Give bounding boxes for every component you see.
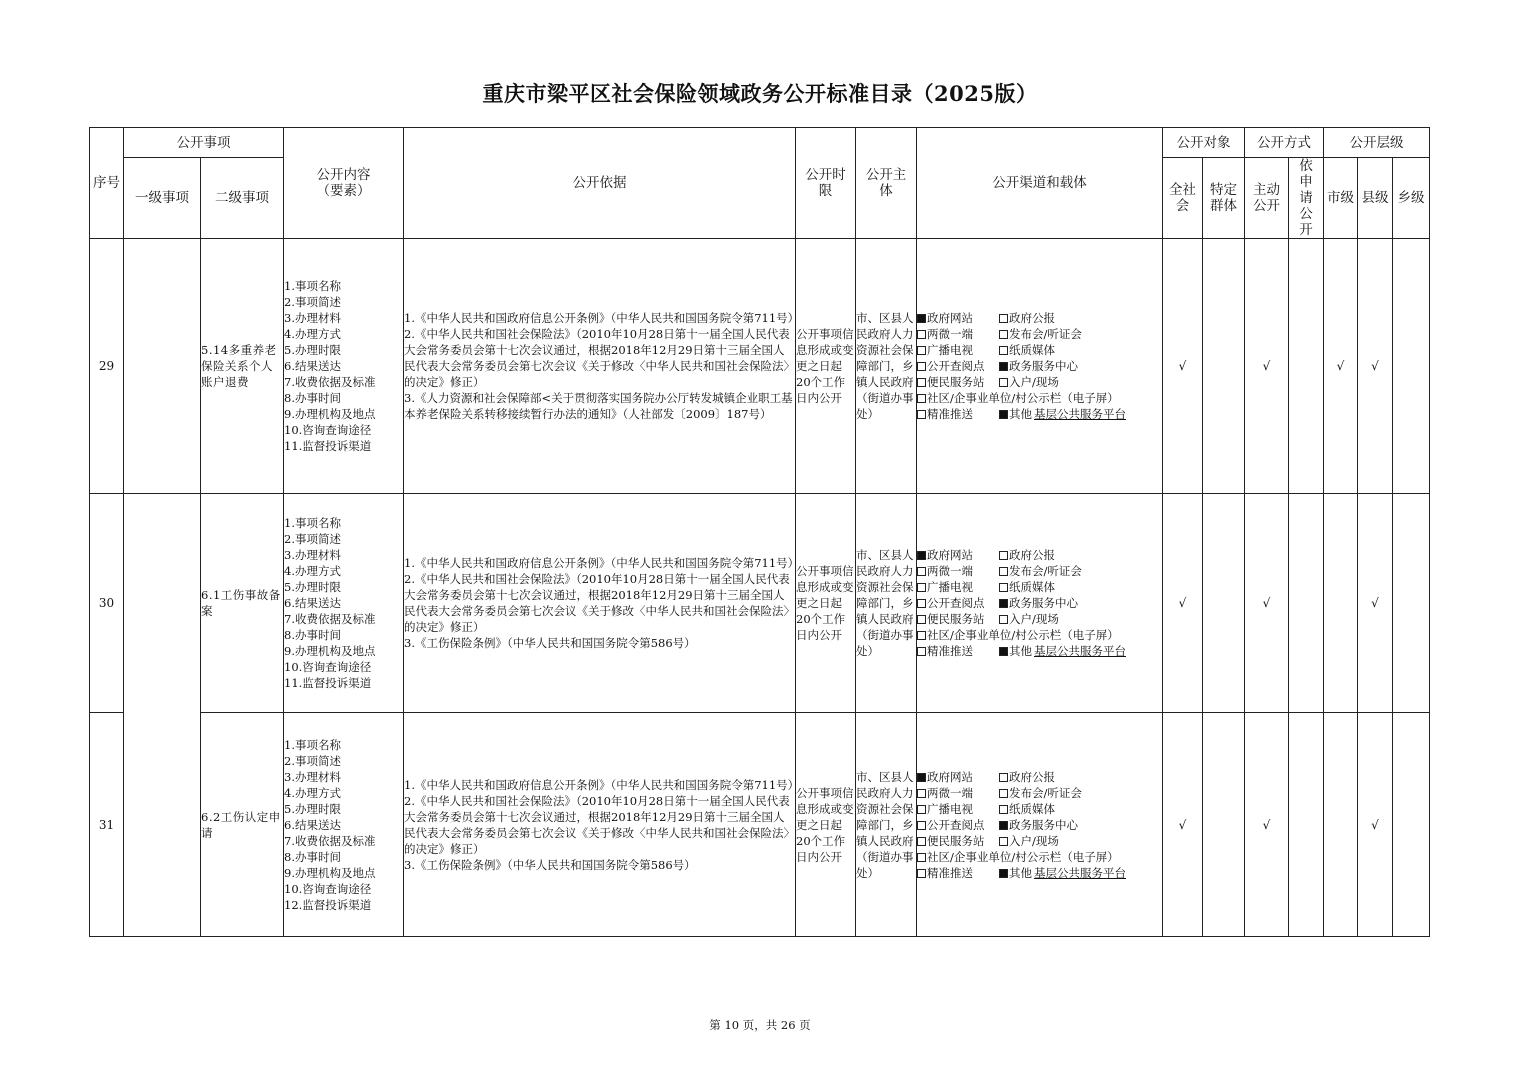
unchecked-box-icon xyxy=(917,615,926,624)
channel-option xyxy=(917,769,999,785)
channel-label: 精准推送 xyxy=(927,644,973,658)
channel-option xyxy=(999,643,1126,659)
content-item: 2.事项简述 xyxy=(284,753,341,768)
content-item: 8.办事时间 xyxy=(284,391,341,405)
channel-option xyxy=(917,390,1119,406)
row-basis xyxy=(404,239,800,494)
channel-label: 广播电视 xyxy=(927,801,973,816)
unchecked-box-icon xyxy=(917,378,926,387)
header-channel: 公开渠道和载体 xyxy=(917,128,1163,239)
channel-option xyxy=(999,801,1055,817)
unchecked-box-icon xyxy=(917,853,926,862)
channel-line xyxy=(917,865,1162,881)
channel-label: 纸质媒体 xyxy=(1009,580,1055,594)
content-item: 9.办理机构及地点 xyxy=(284,407,376,421)
unchecked-box-icon xyxy=(917,647,926,656)
checked-box-icon xyxy=(999,599,1008,608)
row-level2: 5.14多重养老保险关系个人账户退费 xyxy=(201,239,284,494)
basis-item: 1.《中华人民共和国政府信息公开条例》（中华人民共和国国务院令第711号） xyxy=(404,777,800,792)
checked-box-icon xyxy=(999,821,1008,830)
content-item: 8.办事时间 xyxy=(284,628,341,642)
basis-item: 2.《中华人民共和国社会保险法》（2010年10月28日第十一届全国人民代表大会常务委员会第十七次会议通过，根据2018年12月29日第十三届全国人民代表大会常务委员会第七次会议《关于修改〈中华人民共和国社会保险法〉的决定》修正） xyxy=(404,327,795,389)
content-item: 5.办理时限 xyxy=(284,580,341,594)
row-target-specific-mark xyxy=(1203,713,1245,937)
basis-item: 3.《工伤保险条例》（中华人民共和国国务院令第586号） xyxy=(404,636,696,650)
channel-option xyxy=(999,310,1055,326)
row-subject: 市、区县人民政府人力资源社会保障部门，乡镇人民政府（街道办事处） xyxy=(856,713,917,937)
header-target: 公开对象 xyxy=(1163,128,1245,158)
channel-extra: 基层公共服务平台 xyxy=(1034,644,1126,658)
row-level1 xyxy=(124,713,201,937)
channel-line xyxy=(917,563,1162,579)
channel-label: 便民服务站 xyxy=(927,833,985,848)
unchecked-box-icon xyxy=(917,837,926,846)
channel-option xyxy=(917,849,1119,865)
row-level-city-mark xyxy=(1324,713,1358,937)
content-item: 11.监督投诉渠道 xyxy=(284,676,372,690)
catalog-table xyxy=(89,127,1430,937)
channel-label: 两微一端 xyxy=(927,327,973,341)
channel-option xyxy=(917,563,999,579)
channel-line xyxy=(917,390,1162,406)
channel-line xyxy=(917,769,1162,785)
unchecked-box-icon xyxy=(999,314,1008,323)
unchecked-box-icon xyxy=(917,410,926,419)
channel-label: 政府网站 xyxy=(927,769,973,784)
content-item: 9.办理机构及地点 xyxy=(284,644,376,658)
channel-label: 纸质媒体 xyxy=(1009,801,1055,816)
channel-label: 便民服务站 xyxy=(927,375,985,389)
content-item: 7.收费依据及标准 xyxy=(284,612,376,626)
channel-line xyxy=(917,817,1162,833)
channel-line xyxy=(917,627,1162,643)
channel-line xyxy=(917,579,1162,595)
channel-label: 社区/企事业单位/村公示栏（电子屏） xyxy=(927,849,1119,864)
row-level2: 6.1工伤事故备案 xyxy=(201,494,284,713)
unchecked-box-icon xyxy=(917,346,926,355)
header-method-apply: 依申请公开 xyxy=(1289,158,1324,239)
row-level2: 6.2工伤认定申请 xyxy=(201,713,284,937)
row-basis xyxy=(404,713,800,937)
row-channels xyxy=(917,494,1163,713)
content-item: 4.办理方式 xyxy=(284,564,341,578)
channel-label: 政府网站 xyxy=(927,548,973,562)
unchecked-box-icon xyxy=(917,362,926,371)
channel-label: 精准推送 xyxy=(927,865,973,880)
unchecked-box-icon xyxy=(917,394,926,403)
unchecked-box-icon xyxy=(999,551,1008,560)
channel-option xyxy=(917,358,999,374)
channel-line xyxy=(917,310,1162,326)
header-level: 公开层级 xyxy=(1324,128,1430,158)
checked-box-icon xyxy=(917,551,926,560)
row-time-limit: 公开事项信息形成或变更之日起20个工作日内公开 xyxy=(796,713,856,937)
channel-line xyxy=(917,342,1162,358)
row-channels xyxy=(917,239,1163,494)
channel-option xyxy=(999,595,1078,611)
header-basis: 公开依据 xyxy=(404,128,796,239)
content-item: 3.办理材料 xyxy=(284,548,341,562)
table-row xyxy=(90,713,1430,937)
channel-line xyxy=(917,406,1162,422)
row-level1 xyxy=(124,494,201,713)
row-level1 xyxy=(124,239,201,494)
basis-item: 1.《中华人民共和国政府信息公开条例》（中华人民共和国国务院令第711号） xyxy=(404,556,800,570)
channel-line xyxy=(917,595,1162,611)
content-item: 1.事项名称 xyxy=(284,279,341,293)
channel-option xyxy=(917,643,999,659)
channel-label: 两微一端 xyxy=(927,785,973,800)
channel-option xyxy=(999,769,1055,785)
content-item: 10.咨询查询途径 xyxy=(284,881,372,896)
channel-option xyxy=(999,374,1059,390)
header-content: 公开内容（要素） xyxy=(284,128,404,239)
unchecked-box-icon xyxy=(999,789,1008,798)
unchecked-box-icon xyxy=(999,773,1008,782)
channel-option xyxy=(999,406,1126,422)
row-level-county-mark: √ xyxy=(1358,713,1393,937)
channel-label: 政务服务中心 xyxy=(1009,817,1078,832)
header-target-all: 全社会 xyxy=(1163,158,1203,239)
channel-option xyxy=(917,833,999,849)
channel-label: 政务服务中心 xyxy=(1009,596,1078,610)
channel-label: 政务服务中心 xyxy=(1009,359,1078,373)
unchecked-box-icon xyxy=(917,789,926,798)
checked-box-icon xyxy=(917,314,926,323)
content-item: 12.监督投诉渠道 xyxy=(284,897,372,912)
channel-label: 其他 xyxy=(1009,407,1032,421)
unchecked-box-icon xyxy=(999,346,1008,355)
row-target-all-mark: √ xyxy=(1163,239,1203,494)
content-item: 3.办理材料 xyxy=(284,311,341,325)
header-target-specific: 特定群体 xyxy=(1203,158,1245,239)
basis-item: 2.《中华人民共和国社会保险法》（2010年10月28日第十一届全国人民代表大会常务委员会第十七次会议通过，根据2018年12月29日第十三届全国人民代表大会常务委员会第七次会议《关于修改〈中华人民共和国社会保险法〉的决定》修正） xyxy=(404,572,795,634)
channel-line xyxy=(917,849,1162,865)
content-item: 5.办理时限 xyxy=(284,801,341,816)
row-method-active-mark: √ xyxy=(1245,239,1289,494)
page-title: 重庆市梁平区社会保险领域政务公开标准目录（2025版） xyxy=(482,81,1038,106)
checked-box-icon xyxy=(999,869,1008,878)
row-seq: 31 xyxy=(90,713,124,937)
channel-label: 政府公报 xyxy=(1009,311,1055,325)
row-subject: 市、区县人民政府人力资源社会保障部门，乡镇人民政府（街道办事处） xyxy=(856,239,917,494)
channel-option xyxy=(917,865,999,881)
row-basis xyxy=(404,494,800,713)
header-level2: 二级事项 xyxy=(201,158,284,239)
row-method-apply-mark xyxy=(1289,713,1324,937)
channel-label: 政府公报 xyxy=(1009,769,1055,784)
checked-box-icon xyxy=(999,647,1008,656)
content-item: 6.结果送达 xyxy=(284,596,341,610)
content-item: 9.办理机构及地点 xyxy=(284,865,376,880)
content-item: 7.收费依据及标准 xyxy=(284,833,376,848)
basis-item: 2.《中华人民共和国社会保险法》（2010年10月28日第十一届全国人民代表大会常务委员会第十七次会议通过，根据2018年12月29日第十三届全国人民代表大会常务委员会第七次会议《关于修改〈中华人民共和国社会保险法〉的决定》修正） xyxy=(404,793,795,856)
channel-label: 广播电视 xyxy=(927,343,973,357)
row-method-apply-mark xyxy=(1289,494,1324,713)
unchecked-box-icon xyxy=(999,378,1008,387)
channel-extra: 基层公共服务平台 xyxy=(1034,407,1126,421)
page-footer: 第 10 页，共 26 页 xyxy=(709,1018,811,1032)
channel-option xyxy=(917,785,999,801)
channel-label: 政府网站 xyxy=(927,311,973,325)
channel-option xyxy=(999,547,1055,563)
content-item: 2.事项简述 xyxy=(284,532,341,546)
row-target-specific-mark xyxy=(1203,494,1245,713)
channel-option xyxy=(917,595,999,611)
channel-line xyxy=(917,785,1162,801)
channel-line xyxy=(917,833,1162,849)
channel-label: 入户/现场 xyxy=(1009,375,1059,389)
header-level-county: 县级 xyxy=(1358,158,1393,239)
channel-option xyxy=(917,611,999,627)
unchecked-box-icon xyxy=(917,599,926,608)
unchecked-box-icon xyxy=(999,583,1008,592)
unchecked-box-icon xyxy=(999,330,1008,339)
unchecked-box-icon xyxy=(917,330,926,339)
content-item: 5.办理时限 xyxy=(284,343,341,357)
row-level-town-mark xyxy=(1393,713,1430,937)
channel-label: 政府公报 xyxy=(1009,548,1055,562)
channel-option xyxy=(917,342,999,358)
row-method-apply-mark xyxy=(1289,239,1324,494)
channel-option xyxy=(917,547,999,563)
channel-option xyxy=(999,563,1082,579)
channel-line xyxy=(917,611,1162,627)
channel-option xyxy=(999,579,1055,595)
channel-line xyxy=(917,374,1162,390)
row-time-limit: 公开事项信息形成或变更之日起20个工作日内公开 xyxy=(796,494,856,713)
header-level1: 一级事项 xyxy=(124,158,201,239)
channel-label: 发布会/听证会 xyxy=(1009,564,1082,578)
header-item: 公开事项 xyxy=(124,128,284,158)
row-level-city-mark: √ xyxy=(1324,239,1358,494)
content-item: 2.事项简述 xyxy=(284,295,341,309)
row-seq: 30 xyxy=(90,494,124,713)
channel-option xyxy=(917,579,999,595)
row-target-specific-mark xyxy=(1203,239,1245,494)
checked-box-icon xyxy=(999,362,1008,371)
basis-item: 3.《人力资源和社会保障部<关于贯彻落实国务院办公厅转发城镇企业职工基本养老保险关系转移接续暂行办法的通知》（人社部发〔2009〕187号） xyxy=(404,391,793,421)
channel-option xyxy=(917,817,999,833)
channel-label: 发布会/听证会 xyxy=(1009,327,1082,341)
checked-box-icon xyxy=(999,410,1008,419)
channel-option xyxy=(917,374,999,390)
unchecked-box-icon xyxy=(917,583,926,592)
channel-option xyxy=(917,326,999,342)
content-item: 3.办理材料 xyxy=(284,769,341,784)
row-level-town-mark xyxy=(1393,239,1430,494)
header-method-active: 主动公开 xyxy=(1245,158,1289,239)
content-item: 8.办事时间 xyxy=(284,849,341,864)
row-target-all-mark: √ xyxy=(1163,494,1203,713)
content-item: 1.事项名称 xyxy=(284,516,341,530)
content-item: 1.事项名称 xyxy=(284,737,341,752)
channel-label: 便民服务站 xyxy=(927,612,985,626)
channel-line xyxy=(917,547,1162,563)
channel-line xyxy=(917,643,1162,659)
channel-line xyxy=(917,358,1162,374)
content-item: 7.收费依据及标准 xyxy=(284,375,376,389)
channel-extra: 基层公共服务平台 xyxy=(1034,865,1126,880)
content-item: 6.结果送达 xyxy=(284,817,341,832)
row-method-active-mark: √ xyxy=(1245,713,1289,937)
unchecked-box-icon xyxy=(999,615,1008,624)
content-item: 6.结果送达 xyxy=(284,359,341,373)
basis-item: 1.《中华人民共和国政府信息公开条例》（中华人民共和国国务院令第711号） xyxy=(404,311,800,325)
row-level-county-mark: √ xyxy=(1358,239,1393,494)
row-subject: 市、区县人民政府人力资源社会保障部门，乡镇人民政府（街道办事处） xyxy=(856,494,917,713)
header-level-city: 市级 xyxy=(1324,158,1358,239)
row-level-town-mark xyxy=(1393,494,1430,713)
channel-label: 公开查阅点 xyxy=(927,596,985,610)
header-time-limit: 公开时限 xyxy=(796,128,856,239)
channel-option xyxy=(999,611,1059,627)
channel-label: 公开查阅点 xyxy=(927,817,985,832)
content-item: 4.办理方式 xyxy=(284,785,341,800)
row-seq: 29 xyxy=(90,239,124,494)
content-item: 11.监督投诉渠道 xyxy=(284,439,372,453)
row-channels xyxy=(917,713,1163,937)
unchecked-box-icon xyxy=(917,567,926,576)
header-seq: 序号 xyxy=(90,128,124,239)
channel-option xyxy=(999,865,1126,881)
channel-label: 发布会/听证会 xyxy=(1009,785,1082,800)
channel-label: 公开查阅点 xyxy=(927,359,985,373)
unchecked-box-icon xyxy=(917,631,926,640)
table-row xyxy=(90,239,1430,494)
channel-line xyxy=(917,801,1162,817)
channel-label: 入户/现场 xyxy=(1009,612,1059,626)
unchecked-box-icon xyxy=(999,805,1008,814)
channel-label: 其他 xyxy=(1009,865,1032,880)
table-row xyxy=(90,494,1430,713)
channel-option xyxy=(917,801,999,817)
channel-option xyxy=(999,785,1082,801)
channel-line xyxy=(917,326,1162,342)
channel-option xyxy=(999,358,1078,374)
channel-option xyxy=(917,627,1119,643)
channel-option xyxy=(999,342,1055,358)
channel-option xyxy=(917,310,999,326)
content-item: 4.办理方式 xyxy=(284,327,341,341)
basis-item: 3.《工伤保险条例》（中华人民共和国国务院令第586号） xyxy=(404,857,696,872)
row-content xyxy=(284,713,404,937)
row-level-county-mark: √ xyxy=(1358,494,1393,713)
unchecked-box-icon xyxy=(917,805,926,814)
channel-label: 精准推送 xyxy=(927,407,973,421)
checked-box-icon xyxy=(917,773,926,782)
content-item: 10.咨询查询途径 xyxy=(284,660,372,674)
unchecked-box-icon xyxy=(917,869,926,878)
channel-option xyxy=(999,326,1082,342)
channel-option xyxy=(999,833,1059,849)
channel-option xyxy=(999,817,1078,833)
row-method-active-mark: √ xyxy=(1245,494,1289,713)
channel-label: 其他 xyxy=(1009,644,1032,658)
row-content xyxy=(284,494,404,713)
channel-label: 纸质媒体 xyxy=(1009,343,1055,357)
row-content xyxy=(284,239,404,494)
channel-label: 社区/企事业单位/村公示栏（电子屏） xyxy=(927,391,1119,405)
channel-label: 社区/企事业单位/村公示栏（电子屏） xyxy=(927,628,1119,642)
channel-option xyxy=(917,406,999,422)
channel-label: 入户/现场 xyxy=(1009,833,1059,848)
channel-label: 广播电视 xyxy=(927,580,973,594)
unchecked-box-icon xyxy=(999,567,1008,576)
channel-label: 两微一端 xyxy=(927,564,973,578)
header-level-town: 乡级 xyxy=(1393,158,1430,239)
row-target-all-mark: √ xyxy=(1163,713,1203,937)
row-level-city-mark xyxy=(1324,494,1358,713)
header-subject: 公开主体 xyxy=(856,128,917,239)
row-time-limit: 公开事项信息形成或变更之日起20个工作日内公开 xyxy=(796,239,856,494)
unchecked-box-icon xyxy=(917,821,926,830)
content-item: 10.咨询查询途径 xyxy=(284,423,372,437)
header-method: 公开方式 xyxy=(1245,128,1324,158)
unchecked-box-icon xyxy=(999,837,1008,846)
